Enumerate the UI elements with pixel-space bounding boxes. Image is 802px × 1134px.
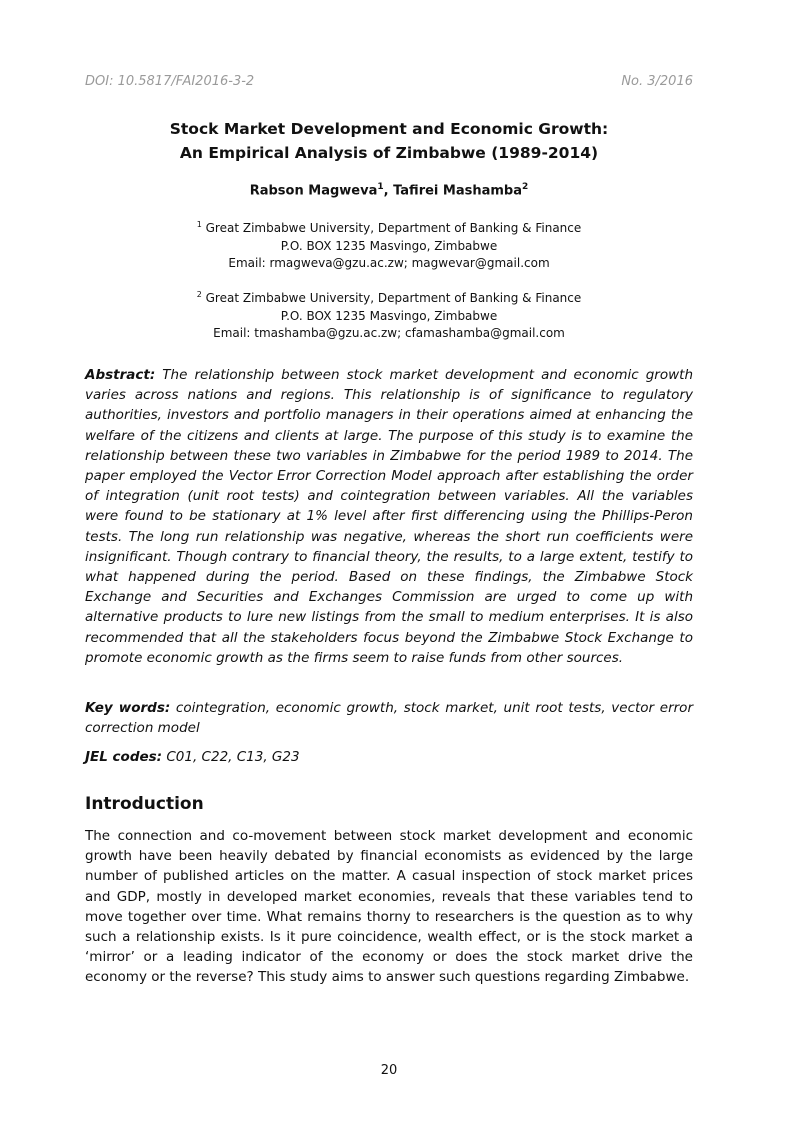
title-line-1: Stock Market Development and Economic Growth:: [169, 120, 609, 138]
jel-codes: [85, 747, 693, 767]
affiliation-1-mark: 1: [196, 220, 202, 229]
keywords: [85, 698, 693, 738]
abstract-text: The relationship between stock market development and economic growth varies across nations and regions. This relationship is of significance to regulatory authorities, investors and portfolio managers in their operations aimed at enhancing the welfare of the citizens and clients at large. The purpose of this study is to examine the relationship between these two variables in Zimbabwe for the period 1989 to 2014. The paper employed the Vector Error Correction Model approach after establishing the order of integration (unit root tests) and cointegration between variables. All the variables were found to be stationary at 1% level after first differencing using the Phillips-Peron tests. The long run relationship was negative, whereas the short run coefficients were insignificant. Though contrary to financial theory, the results, to a large extent, testify to what happened during the period. Based on these findings, the Zimbabwe Stock Exchange and Securities and Exchanges Commission are urged to come up with alternative products to lure new listings from the small to medium enterprises. It is also recommended that all the stakeholders focus beyond the Zimbabwe Stock Exchange to promote economic growth as the firms seem to raise funds from other sources.: [85, 367, 693, 666]
abstract-label: Abstract:: [85, 367, 156, 383]
jel-label: JEL codes:: [85, 749, 163, 765]
affiliation-1: [85, 216, 693, 273]
author-2-affiliation-mark: 2: [522, 182, 529, 192]
paper-page: [85, 0, 693, 1134]
jel-text: C01, C22, C13, G23: [162, 749, 300, 765]
author-list: [85, 182, 693, 198]
section-heading-introduction: Introduction: [85, 794, 204, 814]
abstract: [85, 365, 693, 668]
introduction-paragraph: The connection and co-movement between stock market development and economic growth have been heavily debated by financial economists as evidenced by the large number of published articles on the matter. A casual inspection of stock market prices and GDP, mostly in developed market economies, reveals that these variables tend to move together over time. What remains thorny to researchers is the question as to why such a relationship exists. Is it pure coincidence, wealth effect, or is the stock market a ‘mirror’ or a leading indicator of the economy or does the stock market drive the economy or the reverse? This study aims to answer such questions regarding Zimbabwe.: [85, 828, 693, 986]
issue-label: No. 3/2016: [621, 74, 693, 89]
author-separator: ,: [383, 183, 394, 199]
keywords-label: Key words:: [85, 700, 171, 716]
running-header: [85, 74, 693, 92]
doi-label: DOI: 10.5817/FAI2016-3-2: [85, 74, 255, 89]
affiliation-2-mark: 2: [196, 290, 202, 299]
affiliation-1-institution: $^1$ Great Zimbabwe University, Department of Banking & Finance: [196, 220, 582, 235]
title-line-2: An Empirical Analysis of Zimbabwe (1989-2014): [179, 144, 599, 162]
keywords-text: cointegration, economic growth, stock market, unit root tests, vector error correction model: [85, 700, 693, 737]
author-2: Tafirei Mashamba: [393, 183, 523, 199]
page-number: 20: [380, 1063, 398, 1078]
affiliation-2-institution: $^2$ Great Zimbabwe University, Department of Banking & Finance: [196, 290, 582, 305]
affiliation-1-email: Email: rmagweva@gzu.ac.zw; magwevar@gmail.com: [228, 256, 550, 270]
author-1-affiliation-mark: 1: [377, 182, 384, 192]
affiliation-2: [85, 286, 693, 343]
paper-title: [85, 117, 693, 165]
affiliation-2-email: Email: tmashamba@gzu.ac.zw; cfamashamba@gmail.com: [213, 326, 565, 340]
affiliation-2-address: P.O. BOX 1235 Masvingo, Zimbabwe: [280, 308, 498, 323]
author-1: Rabson Magweva: [249, 183, 378, 199]
affiliation-1-address: P.O. BOX 1235 Masvingo, Zimbabwe: [280, 238, 498, 253]
